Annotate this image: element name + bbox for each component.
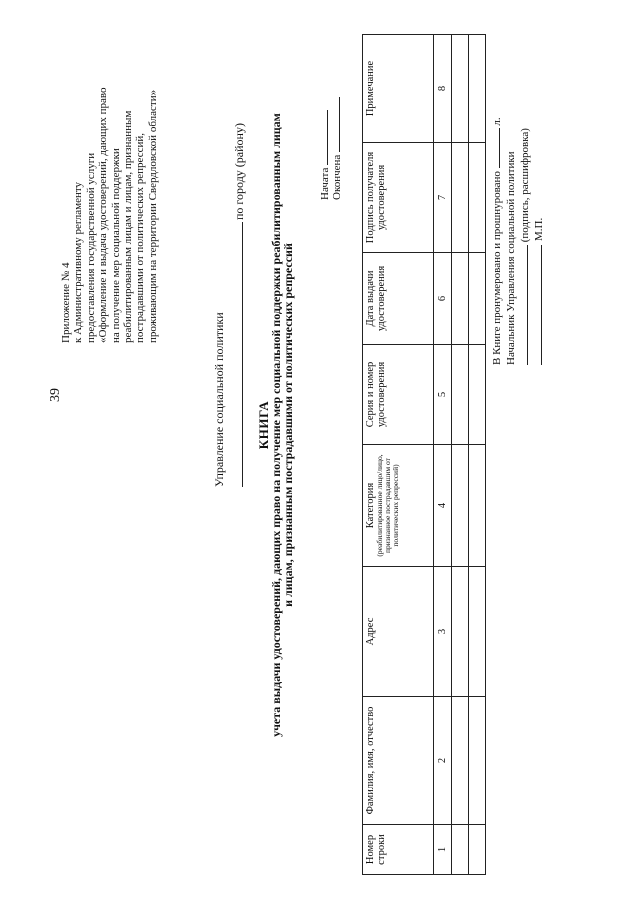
signature-blank [518, 245, 528, 365]
number-cell: 4 [434, 445, 452, 567]
register-table [362, 34, 486, 875]
appendix-line: предоставления государственной услуги [84, 152, 97, 343]
header-cell: Подпись получателя удостоверения [363, 143, 434, 253]
empty-cell [469, 697, 486, 825]
signoff-pages-prefix: В Книге пронумеровано и прошнуровано [491, 171, 503, 365]
number-cell: 3 [434, 567, 452, 697]
book-title-line2: и лицам, признанным пострадавшими от политических репрессий [281, 243, 295, 607]
appendix-line: проживающим на территории Свердловской области» [146, 89, 159, 343]
empty-cell [469, 253, 486, 345]
empty-cell [452, 35, 469, 143]
city-label: по городу (району) [232, 123, 246, 220]
empty-cell [469, 825, 486, 875]
stamp-line [532, 218, 545, 365]
pages-count-blank [490, 128, 500, 168]
signoff-signature-caption: (подпись, расшифровка) [519, 128, 531, 243]
empty-cell [469, 345, 486, 445]
table-header-row [363, 35, 434, 875]
book-title [258, 35, 294, 815]
stamp-label: М.П. [533, 217, 545, 241]
table-empty-row [452, 35, 469, 875]
empty-cell [452, 345, 469, 445]
header-cell: Дата выдачи удостоверения [363, 253, 434, 345]
header-cell: Адрес [363, 567, 434, 697]
signoff-block [490, 117, 533, 365]
city-blank-line [232, 222, 243, 487]
table-number-row [434, 35, 452, 875]
empty-cell [452, 253, 469, 345]
city-line [232, 123, 247, 487]
appendix-line: «Оформление и выдача удостоверений, дающих право [97, 87, 110, 343]
header-cell: Фамилия, имя, отчество [363, 697, 434, 825]
signoff-pages-line [490, 117, 505, 365]
header-cell: Серия и номер удостоверения [363, 345, 434, 445]
department-label: Управление социальной политики [212, 312, 226, 487]
signoff-signature-line [518, 117, 533, 365]
empty-cell [469, 35, 486, 143]
appendix-line: к Административному регламенту [72, 181, 85, 343]
signoff-pages-suffix: л. [491, 117, 503, 126]
number-cell: 5 [434, 345, 452, 445]
empty-cell [469, 445, 486, 567]
empty-cell [452, 143, 469, 253]
appendix-line: реабилитированным лицам и лицам, признанным [122, 110, 135, 343]
stamp-blank [532, 245, 542, 365]
empty-cell [452, 825, 469, 875]
number-cell: 2 [434, 697, 452, 825]
started-label: Начата [319, 167, 331, 200]
empty-cell [469, 567, 486, 697]
header-cell: Категория (реабилитированное лицо/лицо, признанное пострадавшим от политических репрессий) [363, 445, 434, 567]
book-title-line1: учета выдачи удостоверений, дающих право на получение мер социальной поддержки реабилитированным лицам [269, 113, 283, 737]
table-empty-row [469, 35, 486, 875]
signoff-head-line: Начальник Управления социальной политики [504, 151, 517, 365]
number-cell: 1 [434, 825, 452, 875]
book-title-main: КНИГА [256, 400, 271, 450]
header-cell: Номер строки [363, 825, 434, 875]
number-cell: 6 [434, 253, 452, 345]
appendix-line: на получение мер социальной поддержки [109, 148, 122, 343]
empty-cell [452, 567, 469, 697]
number-cell: 7 [434, 143, 452, 253]
page-number: 39 [48, 388, 63, 402]
appendix-header [60, 13, 159, 343]
ended-label: Окончена [331, 154, 343, 200]
ended-blank [330, 97, 340, 152]
header-cell-note: (реабилитированное лицо/лицо, признанное пострадавшим от политических репрессий) [375, 454, 400, 557]
empty-cell [452, 445, 469, 567]
appendix-line: пострадавшими от политических репрессий, [134, 133, 147, 343]
empty-cell [469, 143, 486, 253]
appendix-line: Приложение № 4 [60, 262, 72, 343]
started-blank [318, 110, 328, 165]
header-cell: Примечание [363, 35, 434, 143]
ended-field [330, 97, 343, 200]
number-cell: 8 [434, 35, 452, 143]
empty-cell [452, 697, 469, 825]
